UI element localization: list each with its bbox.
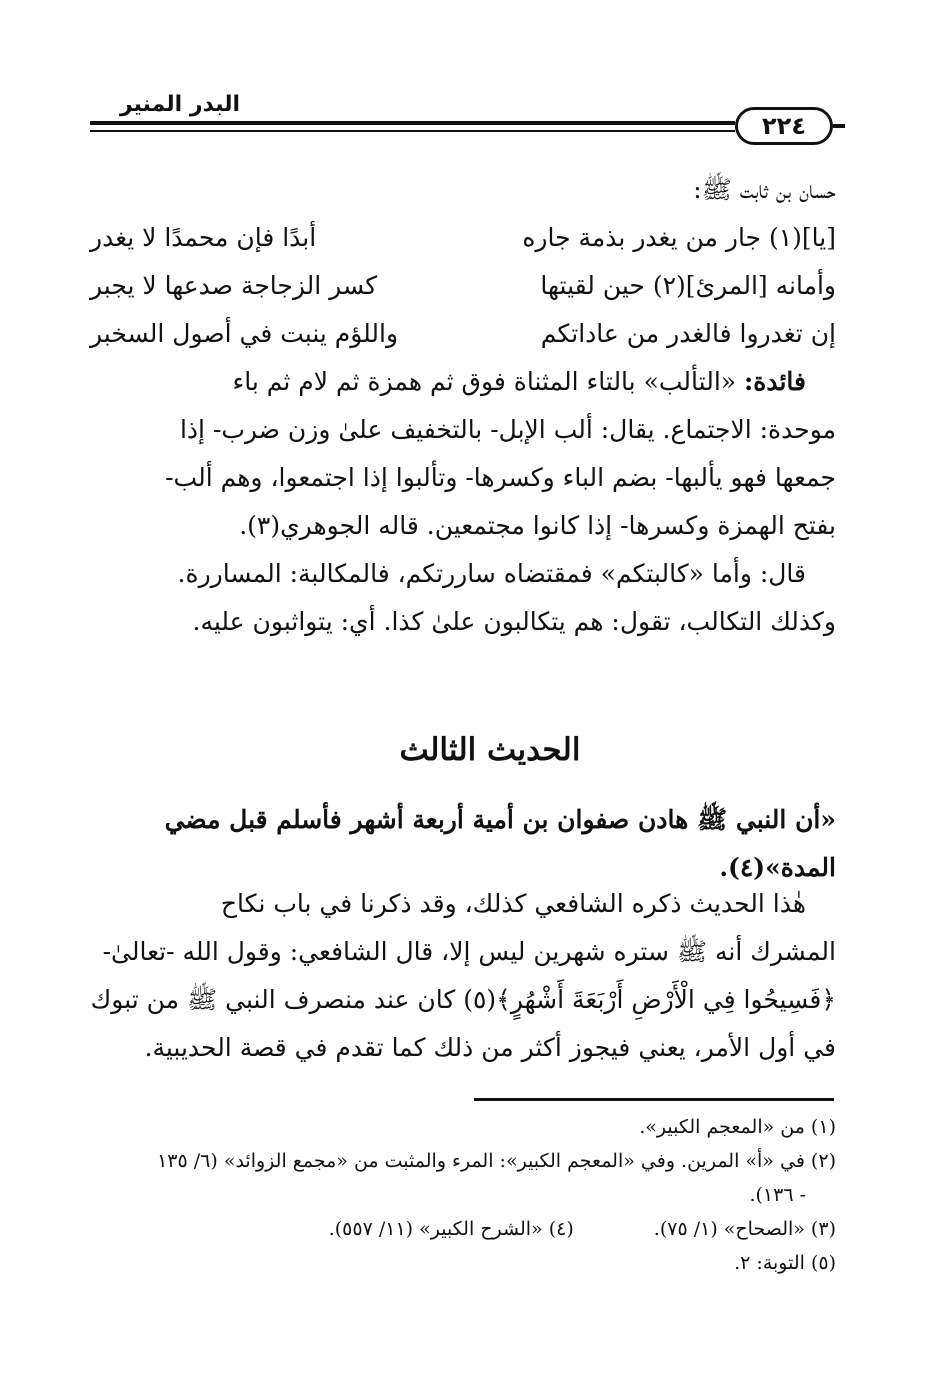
intro-line: حسان بن ثابت ﷺ:	[693, 175, 836, 204]
hadith-line: المدة»(٤).	[719, 853, 836, 882]
main-text-block	[90, 166, 836, 646]
faida-label: فائدة:	[744, 367, 806, 396]
faida-line: جمعها فهو يألبها- بضم الباء وكسرها- وتألبوا إذا اجتمعوا، وهم ألب-	[165, 463, 836, 492]
section-heading: الحديث الثالث	[399, 732, 581, 768]
faida-line	[90, 358, 836, 406]
footnote-1: (١) من «المعجم الكبير».	[639, 1116, 836, 1138]
footnote-4: (٤) «الشرح الكبير» (١١/ ٥٥٧).	[328, 1218, 574, 1240]
running-title: البدر المنير	[119, 92, 240, 117]
qala-line: وكذلك التكالب، تقول: هم يتكالبون علىٰ كذا. أي: يتواثبون عليه.	[192, 607, 836, 636]
verse-second-hemistich: أبدًا فإن محمدًا لا يغدر	[90, 223, 317, 252]
verse-second-hemistich: واللؤم ينبت في أصول السخبر	[90, 319, 399, 348]
verse-second-hemistich: كسر الزجاجة صدعها لا يجبر	[90, 271, 378, 300]
header-rule-thick	[90, 121, 735, 125]
header-rule-right	[833, 124, 845, 128]
commentary-text	[90, 880, 836, 1072]
poem-verse	[90, 214, 836, 262]
verse-first-hemistich: وأمانه [المرئ](٢) حين لقيتها	[540, 271, 836, 300]
footnotes	[90, 1110, 836, 1280]
poem-verse	[90, 310, 836, 358]
faida-line: موحدة: الاجتماع. يقال: ألب الإبل- بالتخفيف علىٰ وزن ضرب- إذا	[179, 415, 836, 444]
footnote-divider	[474, 1098, 834, 1101]
page-number-badge: ٢٢٤	[735, 107, 833, 145]
hadith-line: «أن النبي ﷺ هادن صفوان بن أمية أربعة أشهر فأسلم قبل مضي	[164, 805, 836, 834]
qala-line: قال: وأما «كالبتكم» فمقتضاه ساررتكم، فالمكالبة: المساررة.	[177, 559, 806, 588]
footnote-5: (٥) التوبة: ٢.	[734, 1252, 836, 1274]
faida-text: «التألب» بالتاء المثناة فوق ثم همزة ثم لام ثم باء	[232, 367, 737, 396]
footnote-2: (٢) في «أ» المرين. وفي «المعجم الكبير»: المرء والمثبت من «مجمع الزوائد» (٦/ ١٣٥	[157, 1150, 836, 1172]
footnote-3: (٣) «الصحاح» (١/ ٧٥).	[653, 1218, 836, 1240]
verse-first-hemistich: [يا](١) جار من يغدر بذمة جاره	[522, 223, 836, 252]
verse-first-hemistich: إن تغدروا فالغدر من عاداتكم	[540, 319, 836, 348]
commentary-line: في أول الأمر، يعني فيجوز أكثر من ذلك كما تقدم في قصة الحديبية.	[144, 1033, 836, 1062]
hadith-text	[88, 796, 836, 892]
commentary-line: ﴿فَسِيحُوا فِي الْأَرْضِ أَرْبَعَةَ أَشْهُرٍ﴾(٥) كان عند منصرف النبي ﷺ من تبوك	[90, 985, 836, 1014]
commentary-line: هٰذا الحديث ذكره الشافعي كذلك، وقد ذكرنا في باب نكاح	[220, 889, 806, 918]
footnote-pair	[90, 1212, 836, 1246]
footnote-2-continued: - ١٣٦).	[749, 1184, 806, 1206]
header-rule-thin	[90, 130, 735, 132]
poem-verse	[90, 262, 836, 310]
faida-line: بفتح الهمزة وكسرها- إذا كانوا مجتمعين. قاله الجوهري(٣).	[239, 511, 836, 540]
commentary-line: المشرك أنه ﷺ ستره شهرين ليس إلا، قال الشافعي: وقول الله -تعالىٰ-	[102, 937, 836, 966]
